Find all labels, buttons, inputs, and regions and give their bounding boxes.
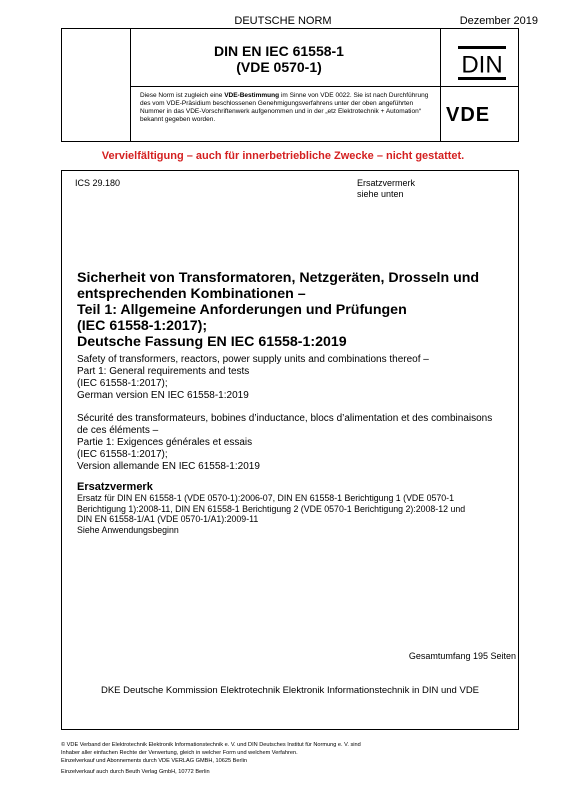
english-title-line: German version EN IEC 61558-1:2019 xyxy=(77,390,249,401)
footer-line: © VDE Verband der Elektrotechnik Elektronik Informationstechnik e. V. und DIN Deutsches Institut für Normung e. V. sind xyxy=(61,742,361,748)
document-number xyxy=(129,43,429,75)
vde-notice-prefix: Diese Norm ist zugleich eine xyxy=(140,92,225,99)
french-title-line: (IEC 61558-1:2017); xyxy=(77,449,168,460)
ersatzvermerk-line: Siehe Anwendungsbeginn xyxy=(77,524,179,535)
german-title-line: entsprechenden Kombinationen – xyxy=(77,286,306,302)
vde-notice xyxy=(140,92,438,124)
vde-notice-rest: im Sinne von VDE 0022. Sie ist nach Durchführung des vom VDE-Präsidium beschlossenen Genehmigungsverfahrens unter der oben angeführten Nummer in das VDE-Vorschriftenwerk aufgenommen und in der „etz Elektrotechnik + Automation“ bekannt gegeben worden. xyxy=(140,92,429,123)
reproduction-notice: Vervielfältigung – auch für innerbetriebliche Zwecke – nicht gestattet. xyxy=(101,150,465,162)
footer-line: Einzelverkauf auch durch Beuth Verlag GmbH, 10772 Berlin xyxy=(61,769,210,775)
french-title-line: Version allemande EN IEC 61558-1:2019 xyxy=(77,461,260,472)
total-pages: Gesamtumfang 195 Seiten xyxy=(408,651,516,661)
english-title xyxy=(77,354,517,402)
german-title-line: Sicherheit von Transformatoren, Netzgeräten, Drosseln und xyxy=(77,270,480,286)
ersatzvermerk-heading: Ersatzvermerk xyxy=(77,481,153,493)
document-number-line1: DIN EN IEC 61558-1 xyxy=(214,43,344,59)
french-title xyxy=(77,413,517,473)
ersatzvermerk-body xyxy=(77,493,517,535)
ersatzvermerk-line: DIN EN 61558-1/A1 (VDE 0570-1/A1):2009-11 xyxy=(77,514,259,524)
din-logo xyxy=(457,45,507,81)
french-title-line: Sécurité des transformateurs, bobines d’inductance, blocs d’alimentation et des combinaisons xyxy=(77,413,493,424)
frame-divider-right xyxy=(440,29,441,141)
vde-notice-bold: VDE-Bestimmung xyxy=(224,92,280,99)
footer-line: Inhaber aller einfachen Rechte der Verwertung, gleich in welcher Form und welchem Verfahren. xyxy=(61,750,298,756)
publication-date: Dezember 2019 xyxy=(459,15,538,27)
english-title-line: Safety of transformers, reactors, power supply units and combinations thereof – xyxy=(77,354,429,365)
norm-type-label: DEUTSCHE NORM xyxy=(234,15,332,27)
ersatzvermerk-reference xyxy=(357,178,415,200)
frame-divider-horizontal xyxy=(130,86,518,87)
footer-line: Einzelverkauf und Abonnements durch VDE VERLAG GMBH, 10625 Berlin xyxy=(61,758,247,764)
german-title xyxy=(77,270,517,350)
ics-code: ICS 29.180 xyxy=(75,178,121,188)
ersatzvermerk-line: Berichtigung 1):2008-11, DIN EN 61558-1 Berichtigung 2 (VDE 0570-1 Berichtigung 2):2008-12 und xyxy=(77,503,466,514)
english-title-line: (IEC 61558-1:2017); xyxy=(77,378,168,389)
ersatzvermerk-reference-line1: Ersatzvermerk xyxy=(357,178,416,188)
header-frame xyxy=(61,28,519,142)
document-number-line2: (VDE 0570-1) xyxy=(236,59,322,75)
french-title-line: Partie 1: Exigences générales et essais xyxy=(77,437,253,448)
copyright-footer xyxy=(61,741,531,776)
english-title-line: Part 1: General requirements and tests xyxy=(77,366,250,377)
ersatzvermerk-line: Ersatz für DIN EN 61558-1 (VDE 0570-1):2006-07, DIN EN 61558-1 Berichtigung 1 (VDE 0570-1 xyxy=(77,493,454,503)
dke-line: DKE Deutsche Kommission Elektrotechnik Elektronik Informationstechnik in DIN und VDE xyxy=(100,685,480,696)
vde-logo: VDE xyxy=(446,104,491,126)
german-title-line: Deutsche Fassung EN IEC 61558-1:2019 xyxy=(77,334,347,350)
din-logo-text: DIN xyxy=(461,51,503,79)
german-title-line: (IEC 61558-1:2017); xyxy=(77,318,208,334)
german-title-line: Teil 1: Allgemeine Anforderungen und Prüfungen xyxy=(77,302,407,318)
french-title-line: de ces éléments – xyxy=(77,425,159,436)
ersatzvermerk-reference-line2: siehe unten xyxy=(357,189,404,199)
